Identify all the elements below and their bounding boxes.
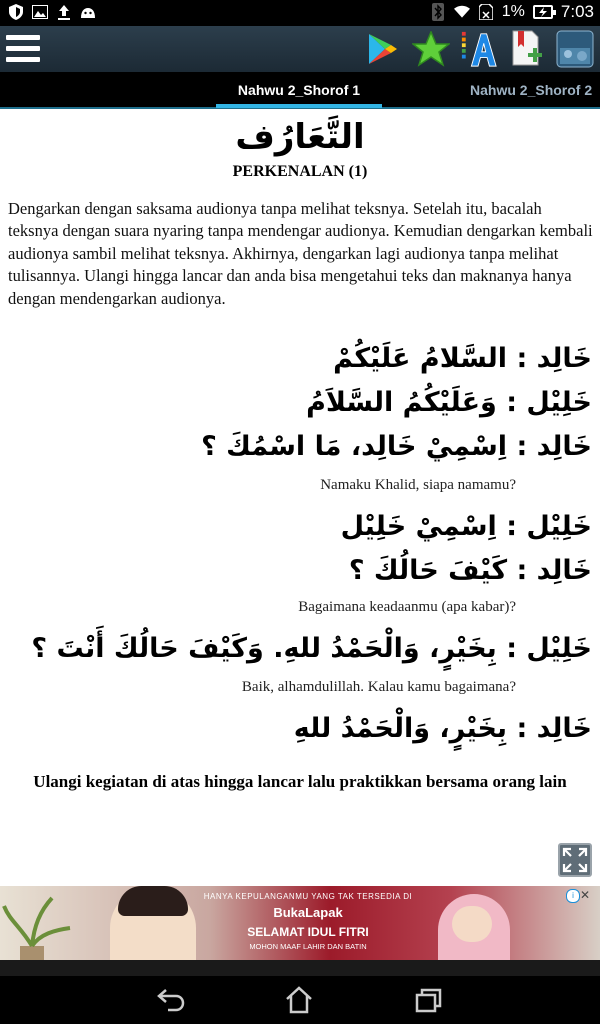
- status-bar: [0, 0, 600, 26]
- ad-person-hair: [118, 886, 188, 916]
- tab-nahwu2-shorof1[interactable]: Nahwu 2_Shorof 1: [237, 82, 361, 98]
- closing-instruction: Ulangi kegiatan di atas hingga lancar lalu praktikkan bersama orang lain: [33, 772, 567, 791]
- clock: 7:03: [560, 2, 594, 21]
- dialog-line: خَالِد : السَّلامُ عَلَيْكُمْ: [333, 343, 592, 374]
- battery-charging-icon: [533, 5, 553, 19]
- tab-nahwu2-shorof2[interactable]: Nahwu 2_Shorof 2: [470, 82, 593, 98]
- fullscreen-button[interactable]: [558, 843, 592, 877]
- no-sim-icon: [478, 4, 494, 20]
- android-icon: [80, 4, 96, 20]
- ad-top-text: HANYA KEPULANGANMU YANG TAK TERSEDIA DI: [203, 892, 413, 901]
- app-logo-icon[interactable]: [556, 29, 594, 69]
- plant-icon: [0, 886, 90, 960]
- play-store-icon[interactable]: [364, 29, 402, 69]
- star-icon[interactable]: [412, 29, 450, 69]
- ad-headline: SELAMAT IDUL FITRI: [247, 925, 369, 939]
- menu-icon[interactable]: [6, 33, 40, 65]
- home-icon[interactable]: [284, 986, 314, 1014]
- lesson-subtitle: PERKENALAN (1): [232, 163, 368, 180]
- font-icon[interactable]: [460, 29, 498, 69]
- back-icon[interactable]: [156, 986, 186, 1014]
- image-icon: [32, 4, 48, 20]
- dialog-translation: Namaku Khalid, siapa namamu?: [320, 477, 516, 493]
- ad-info-icon[interactable]: i: [566, 889, 580, 903]
- dialog-line: خَلِيْل : وَعَلَيْكُمُ السَّلاَمُ: [306, 387, 592, 418]
- battery-percent: 1%: [501, 3, 525, 20]
- dialog-line: خَالِد : كَيْفَ حَالُكَ ؟: [348, 555, 592, 586]
- ad-close-icon[interactable]: ✕: [580, 888, 591, 902]
- ad-person-face: [452, 906, 492, 942]
- ad-banner[interactable]: [0, 886, 600, 960]
- active-tab-indicator: [216, 104, 382, 108]
- expand-icon: [560, 845, 590, 875]
- action-bar: [0, 26, 600, 72]
- upload-icon: [56, 4, 72, 20]
- navigation-bar: [0, 976, 600, 1024]
- dialog-line: خَلِيْل : اِسْمِيْ خَلِيْل: [340, 511, 592, 542]
- ad-spacer: [0, 960, 600, 976]
- ad-brand: BukaLapak: [273, 905, 343, 920]
- ad-subline: MOHON MAAF LAHIR DAN BATIN: [249, 942, 367, 951]
- recent-apps-icon[interactable]: [414, 986, 444, 1014]
- bluetooth-icon: [430, 4, 446, 20]
- dialog-line: خَلِيْل : بِخَيْرٍ، وَالْحَمْدُ للهِ. وَكَيْفَ حَالُكَ أَنْتَ ؟: [31, 633, 592, 664]
- wifi-icon: [454, 4, 470, 20]
- lesson-content[interactable]: [0, 109, 600, 886]
- shield-icon: [8, 4, 24, 20]
- add-bookmark-icon[interactable]: [508, 29, 546, 69]
- lesson-instructions: Dengarkan dengan saksama audionya tanpa melihat teksnya. Setelah itu, bacalah teksnya dengan suara nyaring tanpa mendengar audionya. Kemudian dengarkan kembali audionya sambil melihat teksnya. Akhirnya, dengarkan lagi audionya tanpa melihat tulisannya. Ulangi hingga lancar dan anda bisa mengetahui teks dan maknanya hanya dengan mendengarkan audionya.: [8, 199, 593, 308]
- dialog-translation: Bagaimana keadaanmu (apa kabar)?: [298, 599, 516, 615]
- lesson-title-arabic: التَّعَارُف: [235, 117, 365, 157]
- dialog-translation: Baik, alhamdulillah. Kalau kamu bagaimana?: [241, 679, 516, 695]
- dialog-line: خَالِد : اِسْمِيْ خَالِد، مَا اسْمُكَ ؟: [201, 431, 592, 462]
- dialog-line: خَالِد : بِخَيْرٍ، وَالْحَمْدُ للهِ: [293, 713, 592, 744]
